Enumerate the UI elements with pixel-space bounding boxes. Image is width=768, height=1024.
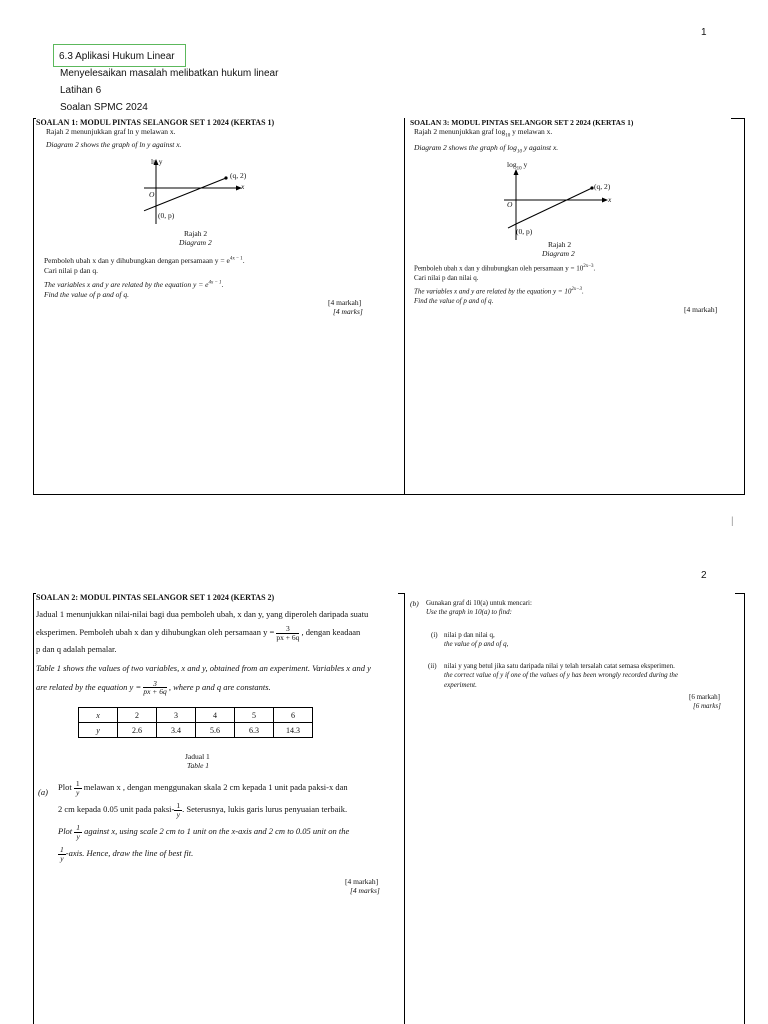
part-a-label: (a) bbox=[38, 787, 48, 797]
q2a-line-4: -axis. Hence, draw the line of best fit. bbox=[65, 847, 194, 858]
q2-para-4: Table 1 shows the values of two variables, x and y, obtained from an experiment. Variables x and y bbox=[36, 663, 371, 674]
q2-frac-den-2: px + 6q bbox=[143, 687, 167, 697]
q3-exp-malay: 2x−3 bbox=[583, 264, 594, 269]
q2b-line-english: Use the graph in 10(a) to find: bbox=[426, 608, 512, 617]
q2a-marks-english: [4 marks] bbox=[350, 886, 380, 895]
q1-marks-english: [4 marks] bbox=[333, 307, 363, 316]
q2a-marks-malay: [4 markah] bbox=[345, 877, 379, 886]
part-b-ii-label: (ii) bbox=[428, 662, 437, 670]
q1-origin-label: O bbox=[149, 190, 155, 199]
part-b-i bbox=[444, 631, 508, 650]
q2a-frac-num-3: 1 bbox=[76, 823, 81, 832]
table-caption-malay: Jadual 1 bbox=[185, 752, 210, 761]
q1-find-english: Find the value of p and of q. bbox=[44, 290, 129, 300]
page-number: 1 bbox=[701, 27, 707, 38]
q2-para-2: eksperimen. Pemboleh ubah x dan y dihubungkan oleh persamaan y = bbox=[36, 627, 275, 638]
q1-x-axis-label: x bbox=[241, 182, 245, 191]
q1-caption-malay: Rajah 2 bbox=[184, 229, 208, 238]
part-b-i-label: (i) bbox=[431, 631, 438, 639]
text-cursor: | bbox=[731, 516, 734, 527]
q2b-i-english: the value of p and of q, bbox=[444, 640, 509, 649]
table-cell: 5.6 bbox=[196, 723, 235, 738]
q2a-plot-english: Plot bbox=[58, 825, 73, 836]
q2a-frac-den-2: y bbox=[176, 809, 180, 819]
page-number-2: 2 bbox=[701, 570, 707, 581]
q3-equation-english: The variables x and y are related by the equation y = 10 bbox=[414, 287, 572, 296]
q2-frac-num-2: 3 bbox=[143, 680, 166, 689]
q1-y-axis-label: ln y bbox=[151, 157, 163, 166]
table-cell: 5 bbox=[235, 708, 274, 723]
table-header-x: x bbox=[79, 708, 118, 723]
q3-caption-malay: Rajah 2 bbox=[548, 240, 572, 249]
part-a bbox=[58, 780, 388, 862]
q2a-frac-num: 1 bbox=[75, 779, 80, 788]
q2b-ii-malay: nilai y yang betul jika satu daripada nilai y telah tersalah catat semasa eksperimen. bbox=[444, 662, 675, 670]
q3-line-malay-end: y melawan x. bbox=[510, 127, 553, 136]
question-1-title: SOALAN 1: MODUL PINTAS SELANGOR SET 1 2024 (KERTAS 1) bbox=[36, 118, 275, 127]
q2a-line-2-end: . Seterusnya, lukis garis lurus penyuaian terbaik. bbox=[182, 803, 348, 814]
q2a-frac-den: y bbox=[76, 787, 80, 797]
q3-sub-english: 10 bbox=[516, 149, 522, 155]
question-2 bbox=[36, 593, 396, 696]
q1-find-malay: Cari nilai p dan q. bbox=[44, 266, 98, 276]
table-cell: 4 bbox=[196, 708, 235, 723]
table-cell: 14.3 bbox=[274, 723, 313, 738]
q3-y-axis-label: log bbox=[507, 160, 517, 169]
table-cell: 6.3 bbox=[235, 723, 274, 738]
table-cell: 2 bbox=[118, 708, 157, 723]
q1-exp-malay: 4x − 1 bbox=[229, 256, 243, 262]
source-label: Soalan SPMC 2024 bbox=[60, 102, 148, 113]
q3-caption-english: Diagram 2 bbox=[542, 249, 575, 258]
subtitle: Menyelesaikan masalah melibatkan hukum linear bbox=[60, 68, 279, 79]
table-cell: 3.4 bbox=[157, 723, 196, 738]
question-3-title: SOALAN 3: MODUL PINTAS SELANGOR SET 2 2024 (KERTAS 1) bbox=[410, 118, 634, 127]
q2b-ii-english-2: experiment. bbox=[444, 680, 477, 689]
q1-equation-malay: Pemboleh ubah x dan y dihubungkan dengan persamaan y = e bbox=[44, 256, 230, 265]
q2-frac-num: 3 bbox=[276, 625, 299, 634]
q1-body: Pemboleh ubah x dan y dihubungkan dengan persamaan $y = e^{4x - 1}$. Cari nilai p dan q. The variables x and y are related by the equation $y = e^{4x - 1}$. Find the value of p and of q. bbox=[44, 256, 394, 301]
q1-caption-english: Diagram 2 bbox=[179, 238, 212, 247]
q3-find-malay: Cari nilai p dan nilai q. bbox=[414, 273, 479, 282]
q3-marks: [4 markah] bbox=[684, 305, 718, 314]
table-row-y bbox=[79, 723, 313, 738]
q3-body: Pemboleh ubah x dan y dihubungkan oleh persamaan $y = 10^{2x-3}$. Cari nilai p dan nilai q. The variables x and y are related by the equation $y = 10^{2x-3}$. Find the value of p and of q. bbox=[414, 264, 734, 306]
part-b-label: (b) bbox=[410, 599, 419, 608]
question-1 bbox=[36, 118, 400, 150]
q2-para-2-end: , dengan keadaan bbox=[301, 627, 361, 638]
q2b-marks-malay: [6 markah] bbox=[689, 693, 720, 701]
q1-line-english: Diagram 2 shows the graph of ln y against x. bbox=[46, 140, 182, 150]
q3-y-axis-sub: 10 bbox=[516, 166, 522, 172]
q1-point-bottom: (0, p) bbox=[158, 211, 175, 220]
q3-find-english: Find the value of p and of q. bbox=[414, 296, 494, 305]
question-3 bbox=[410, 118, 740, 157]
q3-x-axis-label: x bbox=[608, 195, 612, 204]
q3-y-axis-label-end: y bbox=[521, 160, 528, 169]
section-title-box: 6.3 Aplikasi Hukum Linear bbox=[53, 44, 186, 67]
q2-para-5: are related by the equation y = bbox=[36, 681, 142, 692]
exercise-label: Latihan 6 bbox=[60, 85, 102, 96]
q3-line-english: Diagram 2 shows the graph of log bbox=[414, 143, 517, 153]
q2b-i-malay: nilai p dan nilai q, bbox=[444, 631, 495, 639]
q2-para-1: Jadual 1 menunjukkan nilai-nilai bagi dua pemboleh ubah, x dan y, yang diperoleh daripada suatu bbox=[36, 609, 369, 619]
table-cell: 6 bbox=[274, 708, 313, 723]
q3-line-english-end: y against x. bbox=[521, 143, 559, 153]
q2a-line-1: melawan x , dengan menggunakan skala 2 cm kepada 1 unit pada paksi-x dan bbox=[83, 781, 348, 792]
table-header-y: y bbox=[79, 723, 118, 738]
q1-marks-malay: [4 markah] bbox=[328, 298, 362, 307]
table-row-x bbox=[79, 708, 313, 723]
q1-equation-english: The variables x and y are related by the equation y = e bbox=[44, 280, 209, 290]
part-b-ii bbox=[444, 662, 734, 690]
part-b bbox=[426, 599, 731, 618]
q3-sub-malay: 10 bbox=[505, 133, 511, 139]
q2a-frac-den-3: y bbox=[76, 831, 80, 841]
q3-origin-label: O bbox=[507, 200, 513, 209]
q1-line-malay: Rajah 2 menunjukkan graf ln y melawan x. bbox=[46, 127, 176, 136]
table-caption-english: Table 1 bbox=[187, 761, 210, 770]
question-2-title: SOALAN 2: MODUL PINTAS SELANGOR SET 1 2024 (KERTAS 2) bbox=[36, 593, 275, 602]
q3-line-malay: Rajah 2 menunjukkan graf log bbox=[414, 127, 506, 136]
q1-point-top: (q, 2) bbox=[230, 171, 247, 180]
q3-exp-english: 2x−3 bbox=[571, 287, 582, 293]
table-cell: 2.6 bbox=[118, 723, 157, 738]
q2-para-3: p dan q adalah pemalar. bbox=[36, 644, 117, 655]
q1-exp-english: 4x − 1 bbox=[208, 280, 222, 286]
q3-point-top: (q, 2) bbox=[594, 182, 611, 191]
q2b-line-malay: Gunakan graf di 10(a) untuk mencari: bbox=[426, 599, 532, 607]
q2a-frac-num-2: 1 bbox=[176, 801, 181, 810]
q3-equation-malay: Pemboleh ubah x dan y dihubungkan oleh persamaan y = 10 bbox=[414, 264, 584, 273]
q3-point-bottom: (0, p) bbox=[516, 227, 533, 236]
q2a-line-3: against x, using scale 2 cm to 1 unit on the x-axis and 2 cm to 0.05 unit on the bbox=[84, 825, 350, 836]
data-table bbox=[78, 707, 313, 738]
q2-para-5-end: , where p and q are constants. bbox=[168, 681, 271, 692]
q2a-plot: Plot bbox=[58, 781, 72, 792]
q2b-ii-english: the correct value of y if one of the values of y has been wrongly recorded during the bbox=[444, 671, 678, 680]
table-cell: 3 bbox=[157, 708, 196, 723]
q2a-frac-den-4: y bbox=[60, 853, 64, 863]
q2-frac-den: px + 6q bbox=[276, 632, 300, 642]
q2b-marks-english: [6 marks] bbox=[693, 702, 721, 710]
q2a-line-2: 2 cm kepada 0.05 unit pada paksi- bbox=[58, 803, 175, 814]
q2a-frac-num-4: 1 bbox=[60, 845, 64, 854]
